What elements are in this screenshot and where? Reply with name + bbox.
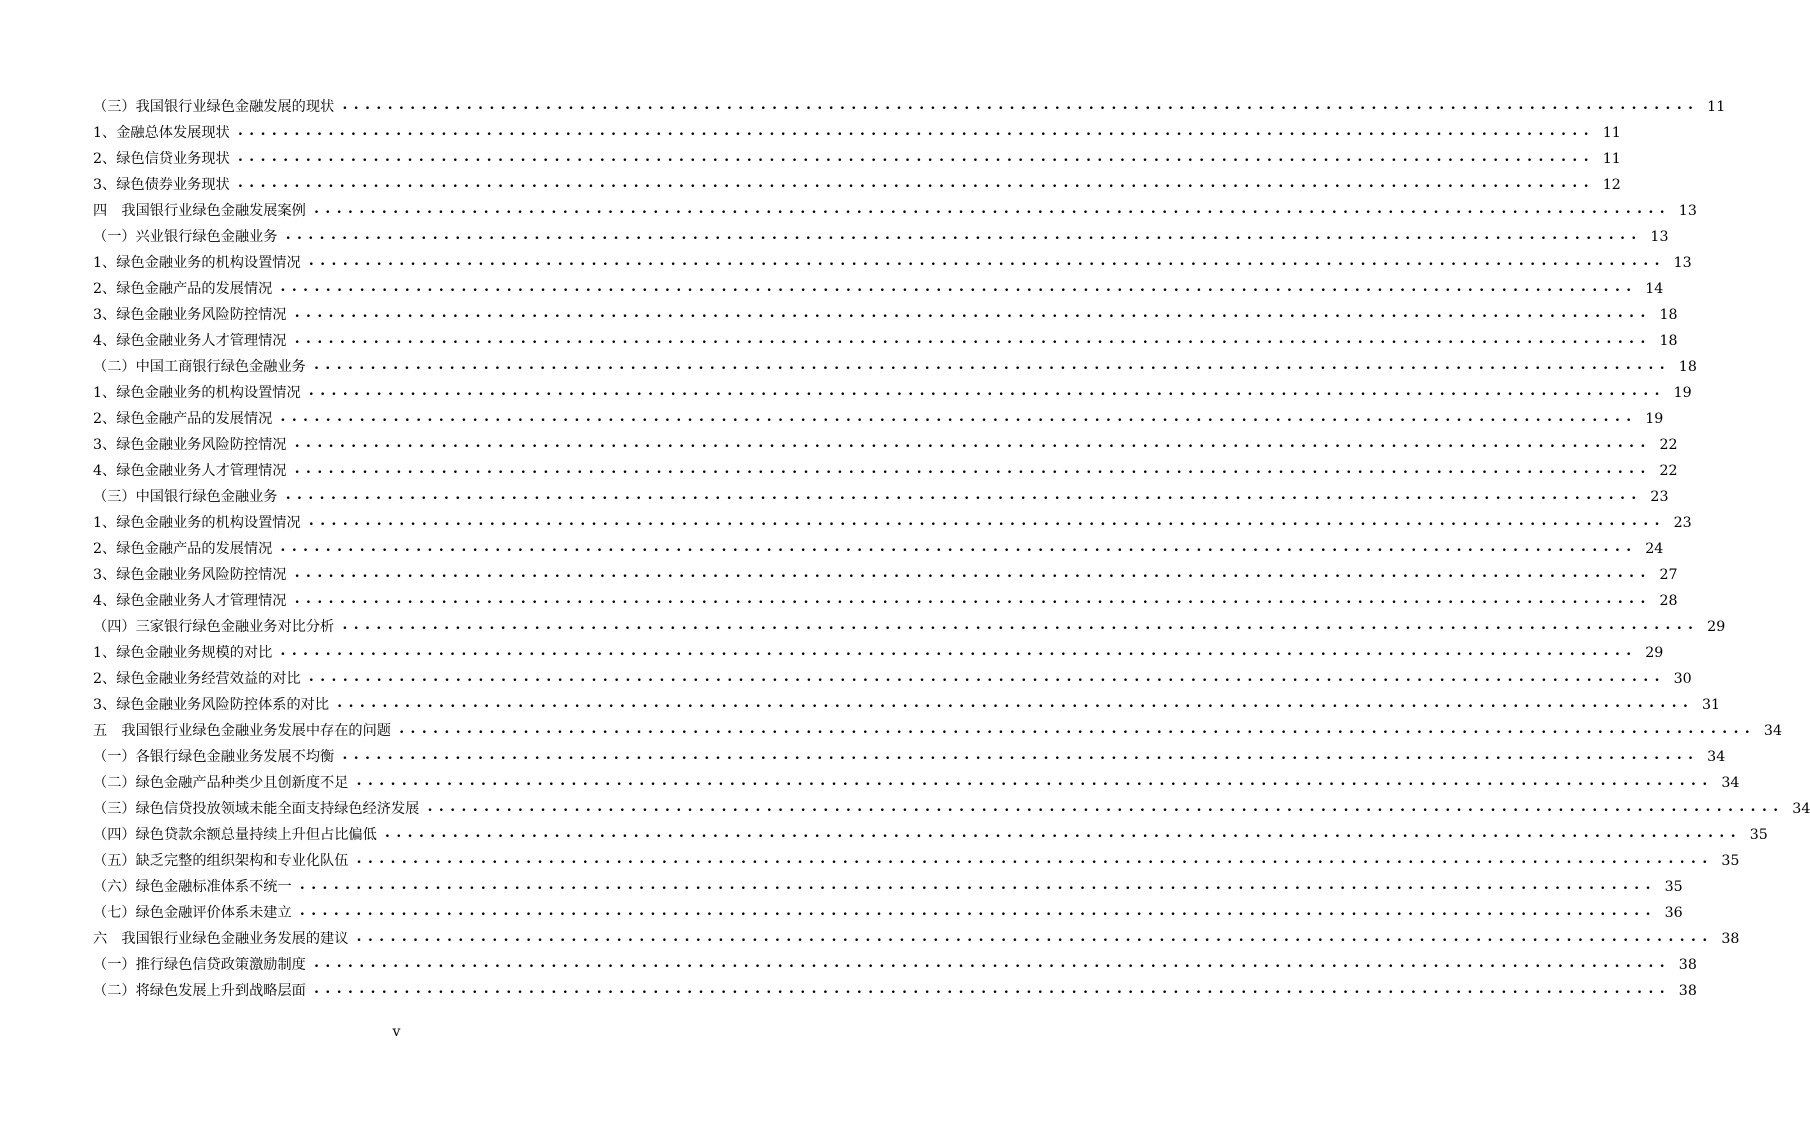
toc-entry[interactable] [93, 952, 1697, 978]
toc-entry-title: 4、绿色金融业务人才管理情况 [93, 593, 287, 609]
toc-entry-page: 24 [1645, 541, 1664, 557]
dot-leader: •••••••••••••••••••••••••••••••••••••••••••••••••••••••••••••••••••••••••••••••••••••••••••••••••••••••••••••••••••••••• [342, 754, 1700, 764]
toc-entry-title: 3、绿色金融业务风险防控情况 [93, 307, 287, 323]
toc-entry-title: 2、绿色金融产品的发展情况 [93, 281, 273, 297]
toc-entry-page: 36 [1664, 905, 1683, 921]
dot-leader: •••••••••••••••••••••••••••••••••••••••••••••••••••••••••••••••••••••••••••••••••••••••••••••••••••••••••••••••••••••••• [294, 572, 1652, 582]
toc-entry-page: 13 [1673, 255, 1692, 271]
toc-entry[interactable] [93, 978, 1697, 1004]
toc-entry-page: 29 [1645, 645, 1664, 661]
toc-entry[interactable] [93, 692, 1721, 718]
toc-entry-page: 23 [1673, 515, 1692, 531]
toc-entry-title: 1、绿色金融业务的机构设置情况 [93, 385, 301, 401]
toc-entry-title: （二）中国工商银行绿色金融业务 [93, 359, 306, 375]
toc-entry-title: （一）推行绿色信贷政策激励制度 [93, 957, 306, 973]
toc-entry[interactable] [93, 120, 1621, 146]
toc-entry-title: 2、绿色金融业务经营效益的对比 [93, 671, 301, 687]
toc-entry-title: 1、绿色金融业务的机构设置情况 [93, 515, 301, 531]
toc-entry-title: 4、绿色金融业务人才管理情况 [93, 333, 287, 349]
toc-entry-title: 4、绿色金融业务人才管理情况 [93, 463, 287, 479]
toc-entry[interactable] [93, 718, 1782, 744]
toc-entry-page: 19 [1673, 385, 1692, 401]
toc-entry-title: （二）绿色金融产品种类少且创新度不足 [93, 775, 349, 791]
toc-entry[interactable] [93, 614, 1726, 640]
dot-leader: •••••••••••••••••••••••••••••••••••••••••••••••••••••••••••••••••••••••••••••••••••••••••••••••••••••••••••••••••••••••• [285, 494, 1643, 504]
toc-entry[interactable] [93, 822, 1768, 848]
toc-entry-page: 12 [1602, 177, 1621, 193]
toc-entry-page: 13 [1650, 229, 1669, 245]
toc-entry-page: 27 [1659, 567, 1678, 583]
toc-entry-title: 五 我国银行业绿色金融业务发展中存在的问题 [93, 723, 391, 739]
toc-entry[interactable] [93, 848, 1740, 874]
toc-entry-page: 18 [1659, 333, 1678, 349]
toc-entry[interactable] [93, 94, 1726, 120]
toc-entry-title: （四）绿色贷款余额总量持续上升但占比偏低 [93, 827, 377, 843]
dot-leader: •••••••••••••••••••••••••••••••••••••••••••••••••••••••••••••••••••••••••••••••••••••••••••••••••••••••••••••••••••••••• [285, 234, 1643, 244]
dot-leader: •••••••••••••••••••••••••••••••••••••••••••••••••••••••••••••••••••••••••••••••••••••••••••••••••••••••••••••••••••••••• [294, 598, 1652, 608]
toc-entry-page: 35 [1664, 879, 1683, 895]
toc-entry-page: 22 [1659, 437, 1678, 453]
toc-entry-page: 30 [1673, 671, 1692, 687]
toc-entry-page: 18 [1678, 359, 1697, 375]
dot-leader: •••••••••••••••••••••••••••••••••••••••••••••••••••••••••••••••••••••••••••••••••••••••••••••••••••••••••••••••••••••••• [280, 416, 1638, 426]
toc-entry[interactable] [93, 640, 1664, 666]
dot-leader: •••••••••••••••••••••••••••••••••••••••••••••••••••••••••••••••••••••••••••••••••••••••••••••••••••••••••••••••••••••••• [342, 104, 1700, 114]
toc-entry-title: 1、绿色金融业务的机构设置情况 [93, 255, 301, 271]
toc-entry-title: （六）绿色金融标准体系不统一 [93, 879, 292, 895]
toc-entry[interactable] [93, 328, 1678, 354]
toc-entry-page: 34 [1707, 749, 1726, 765]
toc-entry[interactable] [93, 276, 1664, 302]
toc-entry-page: 34 [1792, 801, 1810, 817]
dot-leader: •••••••••••••••••••••••••••••••••••••••••••••••••••••••••••••••••••••••••••••••••••••••••••••••••••••••••••••••••••••••• [313, 208, 1671, 218]
toc-entry-title: 六 我国银行业绿色金融业务发展的建议 [93, 931, 349, 947]
toc-entry-page: 18 [1659, 307, 1678, 323]
toc-entry-page: 11 [1602, 125, 1621, 141]
toc-entry-page: 13 [1678, 203, 1697, 219]
toc-entry-title: 3、绿色金融业务风险防控情况 [93, 567, 287, 583]
dot-leader: •••••••••••••••••••••••••••••••••••••••••••••••••••••••••••••••••••••••••••••••••••••••••••••••••••••••••••••••••••••••• [294, 338, 1652, 348]
toc-entry-title: 2、绿色金融产品的发展情况 [93, 411, 273, 427]
dot-leader: •••••••••••••••••••••••••••••••••••••••••••••••••••••••••••••••••••••••••••••••••••••••••••••••••••••••••••••••••••••••• [308, 520, 1666, 530]
dot-leader: •••••••••••••••••••••••••••••••••••••••••••••••••••••••••••••••••••••••••••••••••••••••••••••••••••••••••••••••••••••••• [313, 364, 1671, 374]
dot-leader: •••••••••••••••••••••••••••••••••••••••••••••••••••••••••••••••••••••••••••••••••••••••••••••••••••••••••••••••••••••••• [237, 130, 1595, 140]
dot-leader: •••••••••••••••••••••••••••••••••••••••••••••••••••••••••••••••••••••••••••••••••••••••••••••••••••••••••••••••••••••••• [294, 468, 1652, 478]
dot-leader: •••••••••••••••••••••••••••••••••••••••••••••••••••••••••••••••••••••••••••••••••••••••••••••••••••••••••••••••••••••••• [280, 286, 1638, 296]
toc-entry-title: （三）中国银行绿色金融业务 [93, 489, 278, 505]
toc-entry[interactable] [93, 796, 1810, 822]
toc-entry-page: 31 [1702, 697, 1721, 713]
dot-leader: •••••••••••••••••••••••••••••••••••••••••••••••••••••••••••••••••••••••••••••••••••••••••••••••••••••••••••••••••••••••• [337, 702, 1695, 712]
dot-leader: •••••••••••••••••••••••••••••••••••••••••••••••••••••••••••••••••••••••••••••••••••••••••••••••••••••••••••••••••••••••• [313, 988, 1671, 998]
toc-entry-page: 34 [1721, 775, 1740, 791]
toc-entry[interactable] [93, 510, 1692, 536]
toc-entry[interactable] [93, 744, 1726, 770]
toc-entry-page: 19 [1645, 411, 1664, 427]
toc-entry-page: 35 [1721, 853, 1740, 869]
toc-entry[interactable] [93, 432, 1678, 458]
dot-leader: •••••••••••••••••••••••••••••••••••••••••••••••••••••••••••••••••••••••••••••••••••••••••••••••••••••••••••••••••••••••• [299, 910, 1657, 920]
toc-entry-page: 29 [1707, 619, 1726, 635]
toc-entry-page: 38 [1678, 957, 1697, 973]
dot-leader: •••••••••••••••••••••••••••••••••••••••••••••••••••••••••••••••••••••••••••••••••••••••••••••••••••••••••••••••••••••••• [294, 442, 1652, 452]
toc-entry[interactable] [93, 458, 1678, 484]
toc-entry-title: （五）缺乏完整的组织架构和专业化队伍 [93, 853, 349, 869]
toc-entry-title: （一）各银行绿色金融业务发展不均衡 [93, 749, 335, 765]
toc-entry-title: 3、绿色金融业务风险防控情况 [93, 437, 287, 453]
dot-leader: •••••••••••••••••••••••••••••••••••••••••••••••••••••••••••••••••••••••••••••••••••••••••••••••••••••••••••••••••••••••• [356, 858, 1714, 868]
toc-entry-title: （三）我国银行业绿色金融发展的现状 [93, 99, 335, 115]
toc-entry-title: （四）三家银行绿色金融业务对比分析 [93, 619, 335, 635]
dot-leader: •••••••••••••••••••••••••••••••••••••••••••••••••••••••••••••••••••••••••••••••••••••••••••••••••••••••••••••••••••••••• [299, 884, 1657, 894]
dot-leader: •••••••••••••••••••••••••••••••••••••••••••••••••••••••••••••••••••••••••••••••••••••••••••••••••••••••••••••••••••••••• [384, 832, 1742, 842]
toc-entry[interactable] [93, 172, 1621, 198]
toc-entry-page: 14 [1645, 281, 1664, 297]
toc-entry[interactable] [93, 198, 1697, 224]
toc-entry[interactable] [93, 666, 1692, 692]
toc-entry[interactable] [93, 874, 1683, 900]
toc-entry-page: 38 [1721, 931, 1740, 947]
toc-entry-page: 11 [1707, 99, 1726, 115]
dot-leader: •••••••••••••••••••••••••••••••••••••••••••••••••••••••••••••••••••••••••••••••••••••••••••••••••••••••••••••••••••••••• [280, 650, 1638, 660]
dot-leader: •••••••••••••••••••••••••••••••••••••••••••••••••••••••••••••••••••••••••••••••••••••••••••••••••••••••••••••••••••••••• [313, 962, 1671, 972]
toc-entry-title: 3、绿色金融业务风险防控体系的对比 [93, 697, 330, 713]
toc-entry-title: 1、金融总体发展现状 [93, 125, 230, 141]
dot-leader: •••••••••••••••••••••••••••••••••••••••••••••••••••••••••••••••••••••••••••••••••••••••••••••••••••••••••••••••••••••••• [294, 312, 1652, 322]
dot-leader: •••••••••••••••••••••••••••••••••••••••••••••••••••••••••••••••••••••••••••••••••••••••••••••••••••••••••••••••••••••••• [342, 624, 1700, 634]
dot-leader: •••••••••••••••••••••••••••••••••••••••••••••••••••••••••••••••••••••••••••••••••••••••••••••••••••••••••••••••••••••••• [427, 806, 1785, 816]
toc-entry-title: （一）兴业银行绿色金融业务 [93, 229, 278, 245]
dot-leader: •••••••••••••••••••••••••••••••••••••••••••••••••••••••••••••••••••••••••••••••••••••••••••••••••••••••••••••••••••••••• [356, 780, 1714, 790]
toc-entry[interactable] [93, 562, 1678, 588]
dot-leader: •••••••••••••••••••••••••••••••••••••••••••••••••••••••••••••••••••••••••••••••••••••••••••••••••••••••••••••••••••••••• [308, 390, 1666, 400]
page-number: v [392, 1024, 401, 1040]
toc-entry[interactable] [93, 354, 1697, 380]
toc-entry-title: 四 我国银行业绿色金融发展案例 [93, 203, 306, 219]
toc-entry[interactable] [93, 250, 1692, 276]
toc-entry[interactable] [93, 224, 1669, 250]
toc-entry-title: （三）绿色信贷投放领域未能全面支持绿色经济发展 [93, 801, 420, 817]
toc-entry-page: 11 [1602, 151, 1621, 167]
toc-entry[interactable] [93, 536, 1664, 562]
dot-leader: •••••••••••••••••••••••••••••••••••••••••••••••••••••••••••••••••••••••••••••••••••••••••••••••••••••••••••••••••••••••• [308, 260, 1666, 270]
toc-entry-page: 34 [1763, 723, 1782, 739]
toc-entry-page: 23 [1650, 489, 1669, 505]
toc-entry[interactable] [93, 146, 1621, 172]
toc-entry[interactable] [93, 484, 1669, 510]
toc-entry-title: 2、绿色信贷业务现状 [93, 151, 230, 167]
dot-leader: •••••••••••••••••••••••••••••••••••••••••••••••••••••••••••••••••••••••••••••••••••••••••••••••••••••••••••••••••••••••• [280, 546, 1638, 556]
dot-leader: •••••••••••••••••••••••••••••••••••••••••••••••••••••••••••••••••••••••••••••••••••••••••••••••••••••••••••••••••••••••• [237, 182, 1595, 192]
toc-entry-page: 28 [1659, 593, 1678, 609]
toc-entry[interactable] [93, 302, 1678, 328]
toc-entry-title: （七）绿色金融评价体系未建立 [93, 905, 292, 921]
toc-entry-title: 1、绿色金融业务规模的对比 [93, 645, 273, 661]
toc-entry-page: 22 [1659, 463, 1678, 479]
toc-entry[interactable] [93, 588, 1678, 614]
toc-entry-page: 38 [1678, 983, 1697, 999]
toc-entry-title: （二）将绿色发展上升到战略层面 [93, 983, 306, 999]
table-of-contents [93, 94, 1810, 1004]
toc-entry[interactable] [93, 926, 1740, 952]
toc-entry-title: 3、绿色债券业务现状 [93, 177, 230, 193]
dot-leader: •••••••••••••••••••••••••••••••••••••••••••••••••••••••••••••••••••••••••••••••••••••••••••••••••••••••••••••••••••••••• [237, 156, 1595, 166]
toc-entry[interactable] [93, 770, 1740, 796]
dot-leader: •••••••••••••••••••••••••••••••••••••••••••••••••••••••••••••••••••••••••••••••••••••••••••••••••••••••••••••••••••••••• [356, 936, 1714, 946]
toc-entry-title: 2、绿色金融产品的发展情况 [93, 541, 273, 557]
toc-entry[interactable] [93, 406, 1664, 432]
toc-entry[interactable] [93, 380, 1692, 406]
dot-leader: •••••••••••••••••••••••••••••••••••••••••••••••••••••••••••••••••••••••••••••••••••••••••••••••••••••••••••••••••••••••• [308, 676, 1666, 686]
toc-entry[interactable] [93, 900, 1683, 926]
toc-entry-page: 35 [1749, 827, 1768, 843]
dot-leader: •••••••••••••••••••••••••••••••••••••••••••••••••••••••••••••••••••••••••••••••••••••••••••••••••••••••••••••••••••••••• [398, 728, 1756, 738]
